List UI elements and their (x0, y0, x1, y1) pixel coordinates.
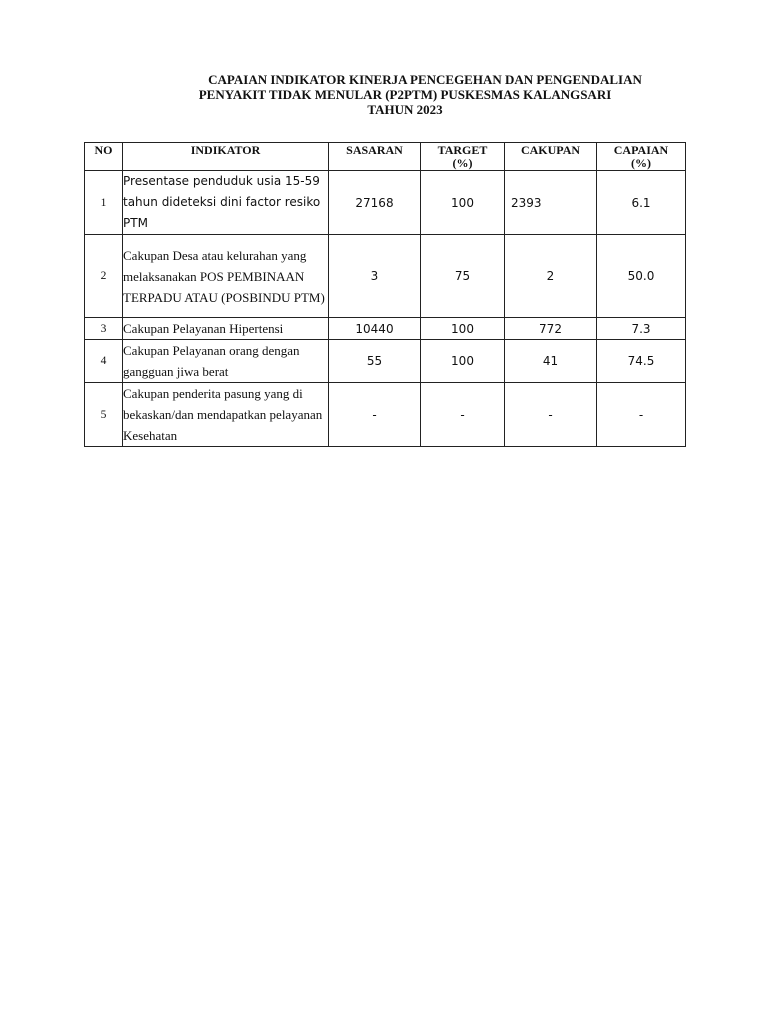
table-row (85, 340, 686, 383)
header-no: NO (85, 143, 123, 171)
cell-sasaran: 10440 (329, 318, 421, 340)
header-target-unit: (%) (452, 156, 473, 170)
cell-target: 100 (421, 171, 505, 235)
cell-target: 100 (421, 340, 505, 383)
header-capaian (597, 143, 686, 171)
cell-indikator: Cakupan Desa atau kelurahan yang melaksanakan POS PEMBINAAN TERPADU ATAU (POSBINDU PTM) (123, 235, 329, 318)
header-capaian-label: CAPAIAN (613, 143, 669, 157)
cell-indikator: Cakupan Pelayanan orang dengan gangguan jiwa berat (123, 340, 329, 383)
header-cakupan: CAKUPAN (505, 143, 597, 171)
cell-cakupan: 2393 (505, 171, 597, 235)
table-header-row (85, 143, 686, 171)
title-line-1: CAPAIAN INDIKATOR KINERJA PENCEGEHAN DAN PENGENDALIAN (208, 72, 642, 87)
cell-capaian: 6.1 (597, 171, 686, 235)
cell-indikator: Presentase penduduk usia 15-59 tahun dideteksi dini factor resiko PTM (123, 171, 329, 235)
header-indikator: INDIKATOR (123, 143, 329, 171)
cell-indikator: Cakupan penderita pasung yang di bekaskan/dan mendapatkan pelayanan Kesehatan (123, 383, 329, 447)
cell-no: 5 (85, 383, 123, 447)
cell-cakupan: 2 (505, 235, 597, 318)
cell-no: 3 (85, 318, 123, 340)
cell-sasaran: 3 (329, 235, 421, 318)
table-row (85, 318, 686, 340)
cell-cakupan: 41 (505, 340, 597, 383)
cell-no: 4 (85, 340, 123, 383)
cell-sasaran: 27168 (329, 171, 421, 235)
cell-cakupan: 772 (505, 318, 597, 340)
header-capaian-unit: (%) (631, 156, 651, 170)
header-sasaran: SASARAN (329, 143, 421, 171)
document-title (110, 72, 700, 117)
header-target (421, 143, 505, 171)
table-row (85, 171, 686, 235)
table-row (85, 383, 686, 447)
cell-cakupan: - (505, 383, 597, 447)
cell-capaian: - (597, 383, 686, 447)
title-line-2: PENYAKIT TIDAK MENULAR (P2PTM) PUSKESMAS KALANGSARI (198, 87, 612, 102)
cell-capaian: 74.5 (597, 340, 686, 383)
table-row (85, 235, 686, 318)
performance-indicator-table (84, 142, 686, 447)
title-line-3: TAHUN 2023 (367, 102, 443, 117)
cell-sasaran: - (329, 383, 421, 447)
cell-no: 1 (85, 171, 123, 235)
cell-capaian: 7.3 (597, 318, 686, 340)
cell-indikator: Cakupan Pelayanan Hipertensi (123, 318, 329, 340)
header-target-label: TARGET (437, 143, 488, 157)
cell-capaian: 50.0 (597, 235, 686, 318)
cell-no: 2 (85, 235, 123, 318)
cell-sasaran: 55 (329, 340, 421, 383)
cell-target: 100 (421, 318, 505, 340)
cell-target: 75 (421, 235, 505, 318)
cell-target: - (421, 383, 505, 447)
